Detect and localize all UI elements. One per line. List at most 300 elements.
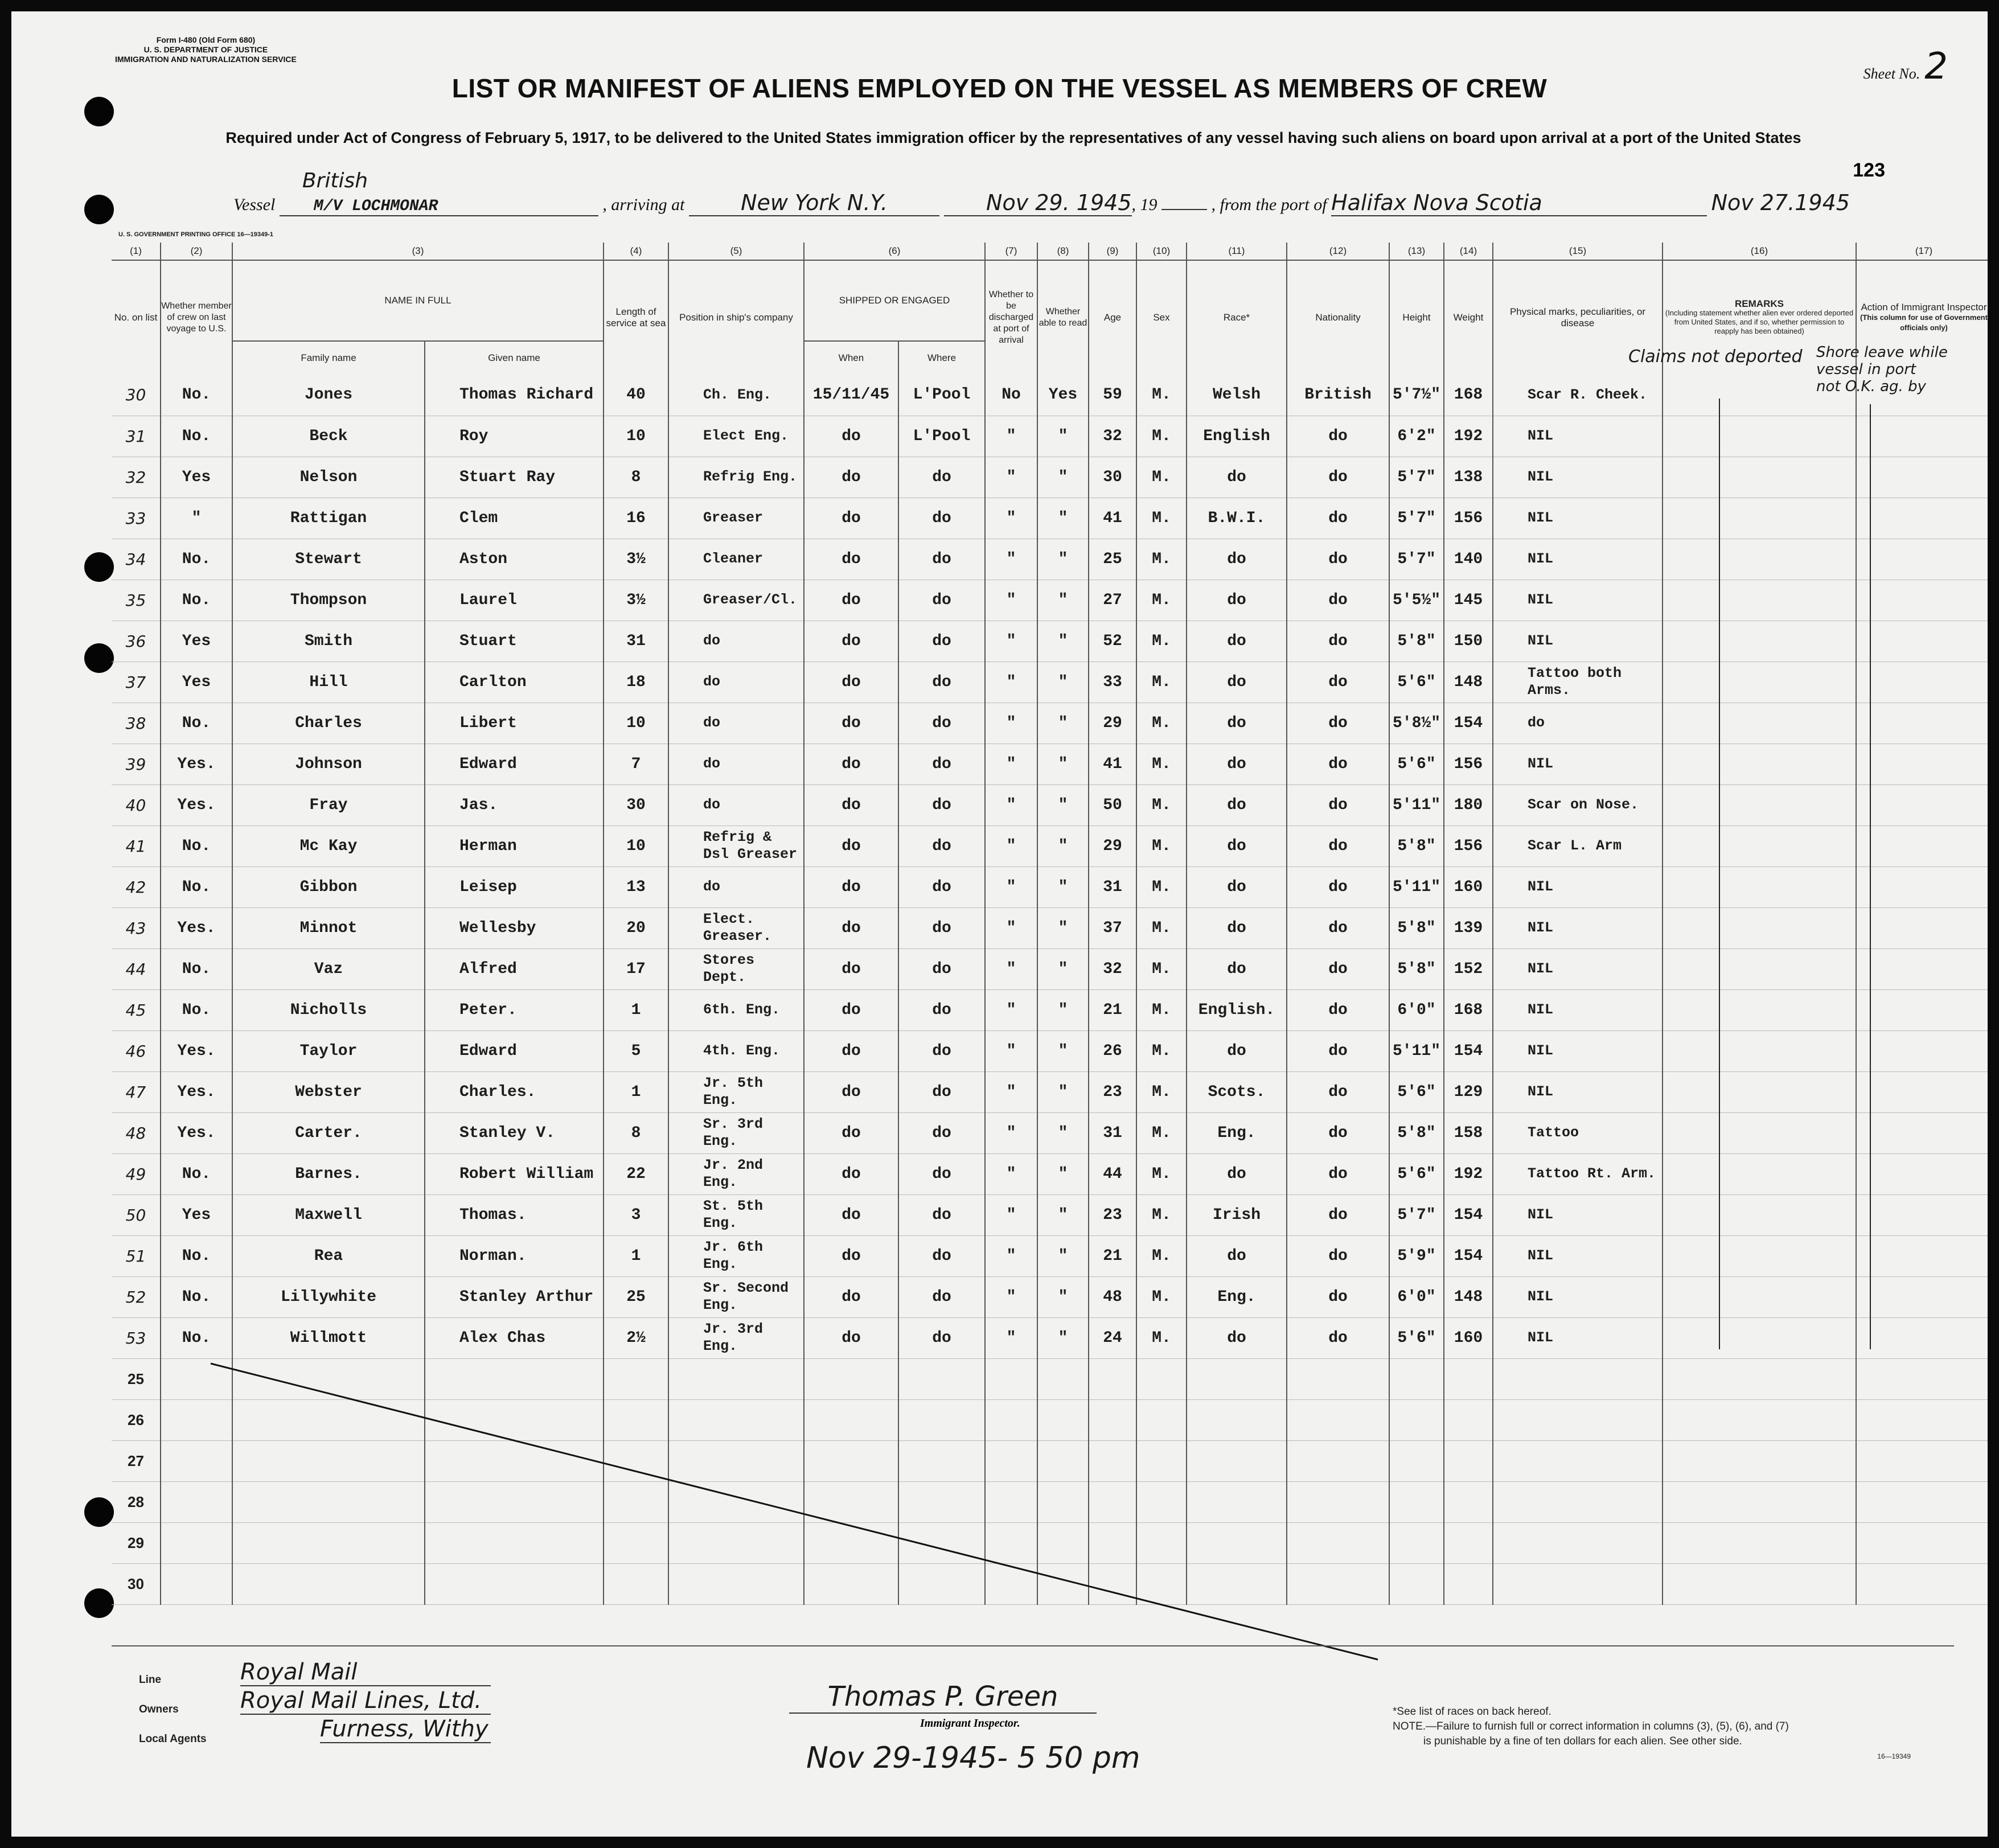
discharged: " bbox=[985, 498, 1037, 539]
physical-marks: Scar on Nose. bbox=[1493, 785, 1663, 826]
row-number: 50 bbox=[112, 1194, 161, 1235]
height: 5'8½" bbox=[1389, 703, 1444, 744]
shipped-where: L'Pool bbox=[898, 416, 985, 457]
race: Welsh bbox=[1187, 375, 1287, 416]
prior-crew: No. bbox=[161, 375, 232, 416]
given-name: Clem bbox=[425, 498, 604, 539]
family-name: Smith bbox=[232, 621, 425, 662]
given-name: Alfred bbox=[425, 948, 604, 989]
weight: 154 bbox=[1444, 1235, 1493, 1276]
family-name: Mc Kay bbox=[232, 826, 425, 866]
height: 5'11" bbox=[1389, 785, 1444, 826]
col-prior-crew: Whether member of crew on last voyage to U.S. bbox=[161, 260, 232, 375]
age: 32 bbox=[1089, 948, 1136, 989]
sex: M. bbox=[1136, 539, 1187, 580]
race: Scots. bbox=[1187, 1071, 1287, 1112]
physical-marks: NIL bbox=[1493, 1194, 1663, 1235]
prior-crew: Yes bbox=[161, 621, 232, 662]
sex: M. bbox=[1136, 1276, 1187, 1317]
weight: 168 bbox=[1444, 375, 1493, 416]
nationality: do bbox=[1287, 1153, 1389, 1194]
given-name: Wellesby bbox=[425, 907, 604, 948]
given-name: Peter. bbox=[425, 989, 604, 1030]
able-to-read: " bbox=[1037, 1030, 1089, 1071]
physical-marks: Scar R. Cheek. bbox=[1493, 375, 1663, 416]
prior-crew: No. bbox=[161, 826, 232, 866]
prior-crew: No. bbox=[161, 948, 232, 989]
departure-port: Halifax Nova Scotia bbox=[1331, 190, 1707, 216]
sex: M. bbox=[1136, 866, 1187, 907]
given-name: Carlton bbox=[425, 662, 604, 703]
race: do bbox=[1187, 866, 1287, 907]
family-name: Willmott bbox=[232, 1317, 425, 1358]
nationality: do bbox=[1287, 866, 1389, 907]
height: 5'7" bbox=[1389, 1194, 1444, 1235]
prior-crew: " bbox=[161, 498, 232, 539]
page-subtitle: Required under Act of Congress of February 5, 1917, to be delivered to the United States immigration officer by the representatives of any vessel having such aliens on board upon arrival at a port of the United States bbox=[225, 129, 1801, 146]
family-name: Nicholls bbox=[232, 989, 425, 1030]
age: 52 bbox=[1089, 621, 1136, 662]
physical-marks: Tattoo bbox=[1493, 1112, 1663, 1153]
given-name: Thomas. bbox=[425, 1194, 604, 1235]
race: do bbox=[1187, 457, 1287, 498]
length-service: 22 bbox=[604, 1153, 668, 1194]
age: 29 bbox=[1089, 703, 1136, 744]
weight: 139 bbox=[1444, 907, 1493, 948]
shipped-where: do bbox=[898, 580, 985, 621]
department: U. S. DEPARTMENT OF JUSTICE bbox=[143, 45, 268, 54]
discharged: " bbox=[985, 457, 1037, 498]
row-number: 38 bbox=[112, 703, 161, 744]
able-to-read: " bbox=[1037, 539, 1089, 580]
sex: M. bbox=[1136, 1112, 1187, 1153]
given-name: Roy bbox=[425, 416, 604, 457]
age: 30 bbox=[1089, 457, 1136, 498]
row-number: 34 bbox=[112, 539, 161, 580]
race: do bbox=[1187, 662, 1287, 703]
footer-section bbox=[112, 1645, 1954, 1829]
shipped-where: do bbox=[898, 1194, 985, 1235]
given-name: Aston bbox=[425, 539, 604, 580]
age: 21 bbox=[1089, 989, 1136, 1030]
shipped-where: do bbox=[898, 1071, 985, 1112]
nationality: do bbox=[1287, 1317, 1389, 1358]
sex: M. bbox=[1136, 1235, 1187, 1276]
row-number: 46 bbox=[112, 1030, 161, 1071]
row-number: 30 bbox=[112, 375, 161, 416]
given-name: Jas. bbox=[425, 785, 604, 826]
page-title: LIST OR MANIFEST OF ALIENS EMPLOYED ON THE VESSEL AS MEMBERS OF CREW bbox=[451, 73, 1548, 103]
shipped-where: do bbox=[898, 621, 985, 662]
row-number: 45 bbox=[112, 989, 161, 1030]
position: do bbox=[668, 621, 804, 662]
sex: M. bbox=[1136, 703, 1187, 744]
nationality: do bbox=[1287, 498, 1389, 539]
nationality: do bbox=[1287, 826, 1389, 866]
shipped-where: do bbox=[898, 1030, 985, 1071]
able-to-read: " bbox=[1037, 1153, 1089, 1194]
physical-marks: NIL bbox=[1493, 539, 1663, 580]
able-to-read: " bbox=[1037, 1276, 1089, 1317]
age: 37 bbox=[1089, 907, 1136, 948]
col-given-name: Given name bbox=[425, 341, 604, 375]
col-family-name: Family name bbox=[232, 341, 425, 375]
shipped-where: do bbox=[898, 826, 985, 866]
position: Refrig Eng. bbox=[668, 457, 804, 498]
age: 21 bbox=[1089, 1235, 1136, 1276]
discharged: " bbox=[985, 416, 1037, 457]
length-service: 3½ bbox=[604, 539, 668, 580]
line-label: Line bbox=[139, 1674, 162, 1686]
age: 32 bbox=[1089, 416, 1136, 457]
row-number: 48 bbox=[112, 1112, 161, 1153]
length-service: 7 bbox=[604, 744, 668, 785]
age: 50 bbox=[1089, 785, 1136, 826]
family-name: Thompson bbox=[232, 580, 425, 621]
length-service: 3 bbox=[604, 1194, 668, 1235]
inspector-action-note: Shore leave while vessel in port not O.K. ag. by bbox=[1816, 344, 1948, 395]
able-to-read: " bbox=[1037, 580, 1089, 621]
height: 5'8" bbox=[1389, 907, 1444, 948]
age: 41 bbox=[1089, 498, 1136, 539]
given-name: Stuart bbox=[425, 621, 604, 662]
vessel-name: M/V LOCHMONAR bbox=[313, 198, 438, 215]
family-name: Webster bbox=[232, 1071, 425, 1112]
sex: M. bbox=[1136, 948, 1187, 989]
physical-marks: NIL bbox=[1493, 866, 1663, 907]
length-service: 2½ bbox=[604, 1317, 668, 1358]
position: Jr. 2nd Eng. bbox=[668, 1153, 804, 1194]
page-stamp-number: 123 bbox=[1853, 159, 1885, 181]
arrival-port: New York N.Y. bbox=[689, 190, 939, 216]
race: do bbox=[1187, 785, 1287, 826]
shipped-where: do bbox=[898, 866, 985, 907]
physical-marks: NIL bbox=[1493, 1276, 1663, 1317]
shipped-when: do bbox=[804, 457, 898, 498]
family-name: Beck bbox=[232, 416, 425, 457]
nationality: do bbox=[1287, 1276, 1389, 1317]
physical-marks: NIL bbox=[1493, 1030, 1663, 1071]
height: 6'0" bbox=[1389, 989, 1444, 1030]
position: do bbox=[668, 866, 804, 907]
race: do bbox=[1187, 703, 1287, 744]
length-service: 20 bbox=[604, 907, 668, 948]
sex: M. bbox=[1136, 1153, 1187, 1194]
owners-value: Royal Mail Lines, Ltd. bbox=[240, 1687, 491, 1715]
discharged: " bbox=[985, 785, 1037, 826]
length-service: 10 bbox=[604, 826, 668, 866]
shipped-when: do bbox=[804, 826, 898, 866]
family-name: Maxwell bbox=[232, 1194, 425, 1235]
position: Greaser/Cl. bbox=[668, 580, 804, 621]
prior-crew: Yes. bbox=[161, 785, 232, 826]
able-to-read: " bbox=[1037, 1071, 1089, 1112]
weight: 138 bbox=[1444, 457, 1493, 498]
nationality: do bbox=[1287, 948, 1389, 989]
given-name: Robert William bbox=[425, 1153, 604, 1194]
sex: M. bbox=[1136, 457, 1187, 498]
shipped-where: do bbox=[898, 989, 985, 1030]
weight: 156 bbox=[1444, 498, 1493, 539]
prior-crew: Yes. bbox=[161, 1030, 232, 1071]
position: 4th. Eng. bbox=[668, 1030, 804, 1071]
col-discharged: Whether to be discharged at port of arrival bbox=[985, 260, 1037, 375]
prior-crew: No. bbox=[161, 416, 232, 457]
physical-marks: NIL bbox=[1493, 498, 1663, 539]
row-number: 44 bbox=[112, 948, 161, 989]
prior-crew: No. bbox=[161, 703, 232, 744]
nationality: do bbox=[1287, 457, 1389, 498]
shipped-when: do bbox=[804, 621, 898, 662]
arrival-date: Nov 29. 1945 bbox=[944, 190, 1132, 216]
race: do bbox=[1187, 1317, 1287, 1358]
position: Ch. Eng. bbox=[668, 375, 804, 416]
length-service: 3½ bbox=[604, 580, 668, 621]
from-port-label: , from the port of bbox=[1211, 195, 1327, 214]
able-to-read: " bbox=[1037, 744, 1089, 785]
able-to-read: " bbox=[1037, 1194, 1089, 1235]
age: 44 bbox=[1089, 1153, 1136, 1194]
col-where: Where bbox=[898, 341, 985, 375]
shipped-when: do bbox=[804, 662, 898, 703]
shipped-when: do bbox=[804, 948, 898, 989]
shipped-where: do bbox=[898, 662, 985, 703]
able-to-read: " bbox=[1037, 1112, 1089, 1153]
shipped-where: do bbox=[898, 907, 985, 948]
col-shipped-engaged: SHIPPED OR ENGAGED bbox=[804, 260, 985, 341]
discharged: No bbox=[985, 375, 1037, 416]
prior-crew: Yes. bbox=[161, 1112, 232, 1153]
age: 25 bbox=[1089, 539, 1136, 580]
weight: 148 bbox=[1444, 662, 1493, 703]
position: 6th. Eng. bbox=[668, 989, 804, 1030]
length-service: 1 bbox=[604, 1071, 668, 1112]
height: 5'8" bbox=[1389, 621, 1444, 662]
age: 48 bbox=[1089, 1276, 1136, 1317]
family-name: Minnot bbox=[232, 907, 425, 948]
prior-crew: Yes bbox=[161, 457, 232, 498]
weight: 152 bbox=[1444, 948, 1493, 989]
row-number: 51 bbox=[112, 1235, 161, 1276]
shipped-where: do bbox=[898, 457, 985, 498]
weight: 148 bbox=[1444, 1276, 1493, 1317]
sex: M. bbox=[1136, 744, 1187, 785]
height: 5'7" bbox=[1389, 498, 1444, 539]
shipped-where: do bbox=[898, 1235, 985, 1276]
family-name: Hill bbox=[232, 662, 425, 703]
sex: M. bbox=[1136, 907, 1187, 948]
age: 31 bbox=[1089, 866, 1136, 907]
age: 29 bbox=[1089, 826, 1136, 866]
weight: 180 bbox=[1444, 785, 1493, 826]
position: Stores Dept. bbox=[668, 948, 804, 989]
length-service: 1 bbox=[604, 989, 668, 1030]
prior-crew: No. bbox=[161, 539, 232, 580]
nationality: do bbox=[1287, 907, 1389, 948]
agents-value: Furness, Withy bbox=[320, 1716, 491, 1743]
family-name: Lillywhite bbox=[232, 1276, 425, 1317]
sex: M. bbox=[1136, 785, 1187, 826]
shipped-when: do bbox=[804, 703, 898, 744]
shipped-when: do bbox=[804, 1194, 898, 1235]
height: 6'2" bbox=[1389, 416, 1444, 457]
shipped-when: do bbox=[804, 1071, 898, 1112]
length-service: 10 bbox=[604, 416, 668, 457]
sheet-label: Sheet No. bbox=[1863, 65, 1920, 82]
blank-row-number: 25 bbox=[112, 1358, 161, 1399]
col-no-on-list: No. on list bbox=[112, 260, 161, 375]
length-service: 25 bbox=[604, 1276, 668, 1317]
nationality: do bbox=[1287, 703, 1389, 744]
row-number: 41 bbox=[112, 826, 161, 866]
col-action: Action of Immigrant Inspector (This column for use of Government officials only) bbox=[1856, 260, 1988, 375]
discharged: " bbox=[985, 621, 1037, 662]
sheet-value: 2 bbox=[1924, 46, 1948, 88]
family-name: Gibbon bbox=[232, 866, 425, 907]
able-to-read: " bbox=[1037, 703, 1089, 744]
weight: 150 bbox=[1444, 621, 1493, 662]
discharged: " bbox=[985, 866, 1037, 907]
position: do bbox=[668, 744, 804, 785]
col-sex: Sex bbox=[1136, 260, 1187, 375]
nationality: do bbox=[1287, 1235, 1389, 1276]
form-number: Form I-480 (Old Form 680) bbox=[156, 35, 256, 44]
row-number: 33 bbox=[112, 498, 161, 539]
sex: M. bbox=[1136, 1194, 1187, 1235]
height: 5'7" bbox=[1389, 539, 1444, 580]
col-height: Height bbox=[1389, 260, 1444, 375]
length-service: 13 bbox=[604, 866, 668, 907]
able-to-read: " bbox=[1037, 1317, 1089, 1358]
race: do bbox=[1187, 1235, 1287, 1276]
given-name: Libert bbox=[425, 703, 604, 744]
height: 5'6" bbox=[1389, 1153, 1444, 1194]
given-name: Norman. bbox=[425, 1235, 604, 1276]
shipped-where: do bbox=[898, 1317, 985, 1358]
discharged: " bbox=[985, 1112, 1037, 1153]
sex: M. bbox=[1136, 1030, 1187, 1071]
family-name: Stewart bbox=[232, 539, 425, 580]
weight: 140 bbox=[1444, 539, 1493, 580]
col-remarks: REMARKS (Including statement whether alien ever ordered deported from United States, and if so, whether permission to reapply has been obtained) bbox=[1663, 260, 1856, 375]
height: 5'11" bbox=[1389, 1030, 1444, 1071]
length-service: 40 bbox=[604, 375, 668, 416]
age: 23 bbox=[1089, 1071, 1136, 1112]
position: do bbox=[668, 703, 804, 744]
prior-crew: No. bbox=[161, 580, 232, 621]
height: 5'8" bbox=[1389, 1112, 1444, 1153]
race: do bbox=[1187, 948, 1287, 989]
height: 5'6" bbox=[1389, 1071, 1444, 1112]
position: Jr. 6th Eng. bbox=[668, 1235, 804, 1276]
position: Cleaner bbox=[668, 539, 804, 580]
age: 33 bbox=[1089, 662, 1136, 703]
nationality: do bbox=[1287, 1071, 1389, 1112]
height: 5'5½" bbox=[1389, 580, 1444, 621]
nationality: British bbox=[1287, 375, 1389, 416]
prior-crew: Yes. bbox=[161, 907, 232, 948]
given-name: Edward bbox=[425, 744, 604, 785]
physical-marks: Tattoo Rt. Arm. bbox=[1493, 1153, 1663, 1194]
length-service: 31 bbox=[604, 621, 668, 662]
shipped-where: do bbox=[898, 498, 985, 539]
shipped-when: do bbox=[804, 416, 898, 457]
length-service: 8 bbox=[604, 457, 668, 498]
shipped-where: do bbox=[898, 948, 985, 989]
discharged: " bbox=[985, 1276, 1037, 1317]
inspector-signature: Thomas P. Green bbox=[789, 1681, 1097, 1714]
nationality: do bbox=[1287, 1112, 1389, 1153]
weight: 192 bbox=[1444, 416, 1493, 457]
vessel-label: Vessel bbox=[233, 195, 276, 214]
nationality: do bbox=[1287, 785, 1389, 826]
position: Elect Eng. bbox=[668, 416, 804, 457]
discharged: " bbox=[985, 539, 1037, 580]
height: 5'11" bbox=[1389, 866, 1444, 907]
given-name: Stanley V. bbox=[425, 1112, 604, 1153]
physical-marks: NIL bbox=[1493, 1071, 1663, 1112]
shipped-when: do bbox=[804, 907, 898, 948]
height: 5'8" bbox=[1389, 948, 1444, 989]
col-nationality: Nationality bbox=[1287, 260, 1389, 375]
nationality: do bbox=[1287, 989, 1389, 1030]
printing-office: U. S. GOVERNMENT PRINTING OFFICE 16—19349-1 bbox=[118, 231, 274, 238]
race: do bbox=[1187, 539, 1287, 580]
col-when: When bbox=[804, 341, 898, 375]
given-name: Laurel bbox=[425, 580, 604, 621]
shipped-where: do bbox=[898, 539, 985, 580]
shipped-when: do bbox=[804, 1235, 898, 1276]
row-number: 39 bbox=[112, 744, 161, 785]
height: 6'0" bbox=[1389, 1276, 1444, 1317]
row-number: 42 bbox=[112, 866, 161, 907]
col-race: Race* bbox=[1187, 260, 1287, 375]
able-to-read: " bbox=[1037, 948, 1089, 989]
nationality: do bbox=[1287, 580, 1389, 621]
physical-marks: NIL bbox=[1493, 457, 1663, 498]
family-name: Fray bbox=[232, 785, 425, 826]
weight: 156 bbox=[1444, 744, 1493, 785]
height: 5'7½" bbox=[1389, 375, 1444, 416]
prior-crew: No. bbox=[161, 1276, 232, 1317]
prior-crew: No. bbox=[161, 1153, 232, 1194]
row-number: 36 bbox=[112, 621, 161, 662]
discharged: " bbox=[985, 1317, 1037, 1358]
length-service: 18 bbox=[604, 662, 668, 703]
family-name: Rattigan bbox=[232, 498, 425, 539]
manifest-page bbox=[11, 11, 1988, 1837]
prior-crew: Yes. bbox=[161, 1071, 232, 1112]
race: do bbox=[1187, 907, 1287, 948]
length-service: 5 bbox=[604, 1030, 668, 1071]
col-position: Position in ship's company bbox=[668, 260, 804, 375]
col-age: Age bbox=[1089, 260, 1136, 375]
vessel-flag: British bbox=[302, 169, 368, 192]
col-able-to-read: Whether able to read bbox=[1037, 260, 1089, 375]
able-to-read: " bbox=[1037, 1235, 1089, 1276]
given-name: Alex Chas bbox=[425, 1317, 604, 1358]
able-to-read: " bbox=[1037, 457, 1089, 498]
race: do bbox=[1187, 826, 1287, 866]
line-value: Royal Mail bbox=[240, 1659, 491, 1686]
weight: 192 bbox=[1444, 1153, 1493, 1194]
able-to-read: " bbox=[1037, 866, 1089, 907]
weight: 156 bbox=[1444, 826, 1493, 866]
nationality: do bbox=[1287, 662, 1389, 703]
height: 5'6" bbox=[1389, 744, 1444, 785]
blank-row-number: 29 bbox=[112, 1522, 161, 1563]
shipped-where: L'Pool bbox=[898, 375, 985, 416]
